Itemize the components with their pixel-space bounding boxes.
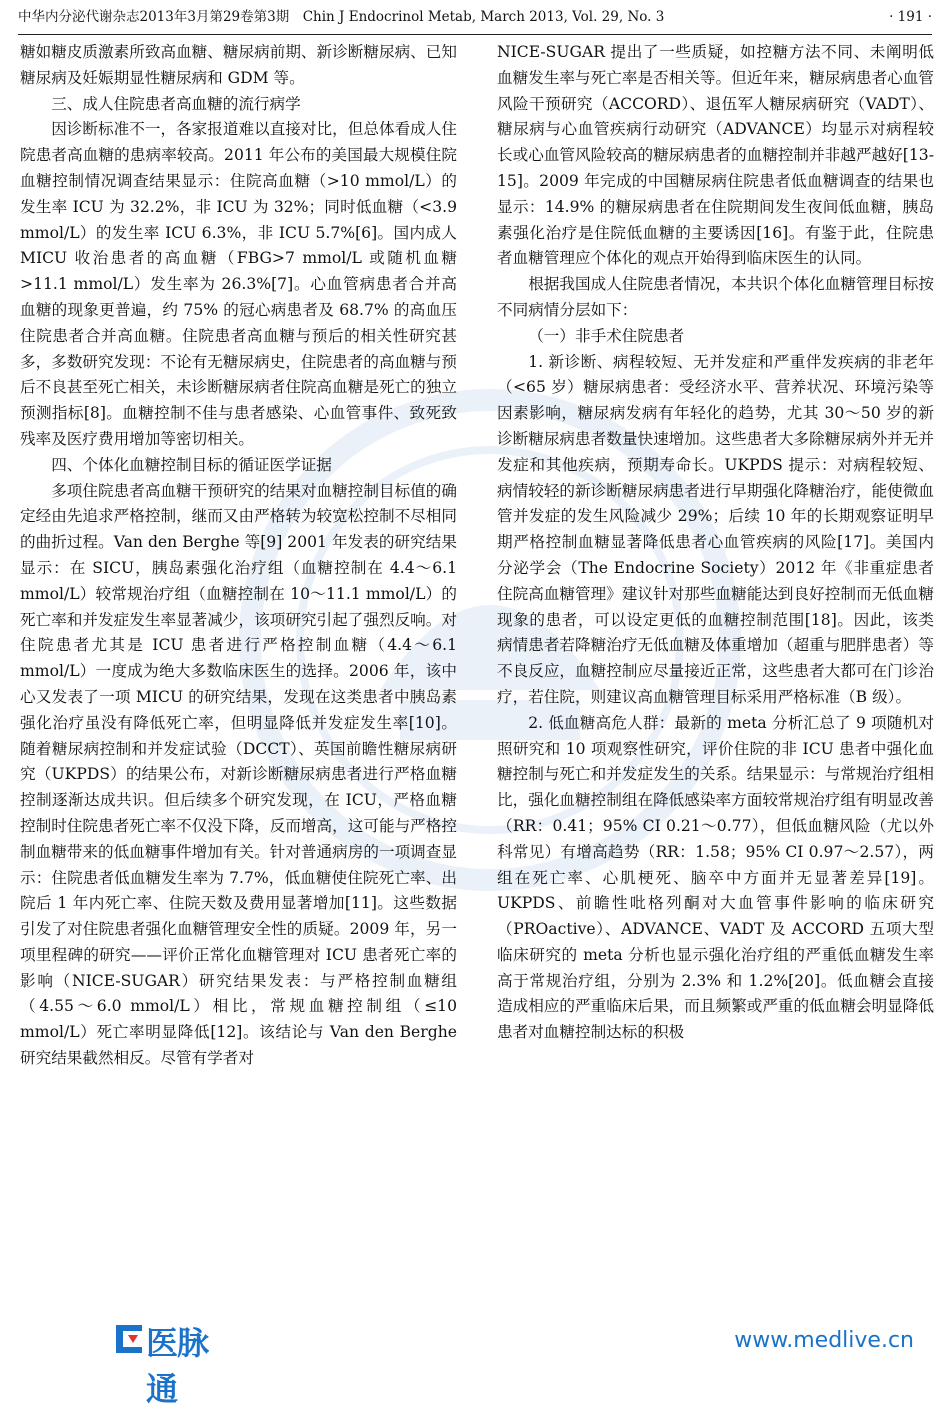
medlive-logo bbox=[112, 1316, 232, 1408]
paragraph: 多项住院患者高血糖干预研究的结果对血糖控制目标值的确定经由先追求严格控制，继而又由严格转为较宽松控制不尽相同的曲折过程。Van den Berghe 等[9] 2001 年发表的研究结果显示：在 SICU，胰岛素强化治疗组（血糖控制在 4.4～6.1 mmol/L）较常规治疗组（血糖控制在 10～11.1 mmol/L）的死亡率和并发症发生率显著减少，该项研究引起了强烈反响。对住院患者尤其是 ICU 患者进行严格控制血糖（4.4～6.1 mmol/L）一度成为绝大多数临床医生的选择。2006 年，该中心又发表了一项 MICU 的研究结果，发现在这类患者中胰岛素强化治疗虽没有降低死亡率，但明显降低并发症发生率[10]。随着糖尿病控制和并发症试验（DCCT）、英国前瞻性糖尿病研究（UKPDS）的结果公布，对新诊断糖尿病患者进行严格血糖控制逐渐达成共识。但后续多个研究发现，在 ICU，严格血糖控制时住院患者死亡率不仅没下降，反而增高，这可能与严格控制血糖带来的低血糖事件增加有关。针对普通病房的一项调查显示：住院患者低血糖发生率为 7.7%，低血糖使住院死亡率、出院后 1 年内死亡率、住院天数及费用显著增加[11]。这些数据引发了对住院患者强化血糖管理安全性的质疑。2009 年，另一项里程碑的研究——评价正常化血糖管理对 ICU 患者死亡率的影响（NICE-SUGAR）研究结果发表：与严格控制血糖组（4.55～6.0 mmol/L）相比，常规血糖控制组（≤10 mmol/L）死亡率明显降低[12]。该结论与 Van den Berghe 研究结果截然相反。尽管有学者对 bbox=[20, 481, 457, 1068]
running-header bbox=[18, 2, 932, 32]
header-divider bbox=[18, 34, 932, 35]
journal-citation: 中华内分泌代谢杂志2013年3月第29卷第3期 Chin J Endocrinol Metab, March 2013, Vol. 29, No. 3 bbox=[18, 9, 665, 25]
logo-text: 医脉通 bbox=[146, 1324, 209, 1408]
paragraph: 1. 新诊断、病程较短、无并发症和严重伴发疾病的非老年（<65 岁）糖尿病患者：受经济水平、营养状况、环境污染等因素影响，糖尿病发病有年轻化的趋势，尤其 30～50 岁的新诊断糖尿病患者数量快速增加。这些患者大多除糖尿病外并无并发症和其他疾病，预期寿命长。UKPDS 提示：对病程较短、病情较轻的新诊断糖尿病患者进行早期强化降糖治疗，能使微血管并发症的发生风险减少 29%；后续 10 年的长期观察证明早期严格控制血糖显著降低患者心血管疾病的风险[17]。美国内分泌学会（The Endocrine Society）2012 年《非重症患者住院高血糖管理》建议针对那些血糖能达到良好控制而无低血糖现象的患者，可以设定更低的血糖控制范围[18]。因此，该类病情患者若降糖治疗无低血糖及体重增加（超重与肥胖患者）等不良反应，血糖控制应尽量接近正常，这些患者大都可在门诊治疗，若住院，则建议高血糖管理目标采用严格标准（B 级）。 bbox=[497, 352, 934, 706]
right-column bbox=[497, 40, 934, 1046]
footer-url: www.medlive.cn bbox=[734, 1328, 914, 1353]
paragraph: NICE-SUGAR 提出了一些质疑，如控糖方法不同、未阐明低血糖发生率与死亡率是否相关等。但近年来，糖尿病患者心血管风险干预研究（ACCORD）、退伍军人糖尿病研究（VADT）、糖尿病与心血管疾病行动研究（ADVANCE）均显示对病程较长或心血管风险较高的糖尿病患者的血糖控制并非越严越好[13-15]。2009 年完成的中国糖尿病住院患者低血糖调查的结果也显示：14.9% 的糖尿病患者在住院期间发生夜间低血糖，胰岛素强化治疗是住院低血糖的主要诱因[16]。有鉴于此，住院患者血糖管理应个体化的观点开始得到临床医生的认同。 bbox=[497, 43, 934, 268]
paragraph: 2. 低血糖高危人群：最新的 meta 分析汇总了 9 项随机对照研究和 10 项观察性研究，评价住院的非 ICU 患者中强化血糖控制与死亡和并发症发生的关系。结果显示：与常规治疗组相比，强化血糖控制组在降低感染率方面较常规治疗组有明显改善（RR：0.41；95% CI 0.21～0.77），但低血糖风险（尤以外科常见）有增高趋势（RR：1.58；95% CI 0.97～2.57），两组在死亡率、心肌梗死、脑卒中方面并无显著差异[19]。UKPDS、前瞻性吡格列酮对大血管事件影响的临床研究（PROactive）、ADVANCE、VADT 及 ACCORD 五项大型临床研究的 meta 分析也显示强化治疗组的严重低血糖发生率高于常规治疗组，分别为 2.3% 和 1.2%[20]。低血糖会直接造成相应的严重临床后果，而且频繁或严重的低血糖会明显降低患者对血糖控制达标的积极 bbox=[497, 713, 934, 1042]
left-column bbox=[20, 40, 457, 1072]
paragraph: 根据我国成人住院患者情况，本共识个体化血糖管理目标按不同病情分层如下： bbox=[497, 275, 934, 319]
paragraph: 糖如糖皮质激素所致高血糖、糖尿病前期、新诊断糖尿病、已知糖尿病及妊娠期显性糖尿病和 GDM 等。 bbox=[20, 43, 457, 87]
page-number: · 191 · bbox=[889, 9, 932, 25]
section-heading: 三、成人住院患者高血糖的流行病学 bbox=[51, 94, 301, 113]
section-heading: 四、个体化血糖控制目标的循证医学证据 bbox=[51, 455, 332, 474]
paragraph: 因诊断标准不一，各家报道难以直接对比，但总体看成人住院患者高血糖的患病率较高。2011 年公布的美国最大规模住院血糖控制情况调查结果显示：住院高血糖（>10 mmol/L）的发生率 ICU 为 32.2%，非 ICU 为 32%；同时低血糖（<3.9 mmol/L）的发生率 ICU 6.3%，非 ICU 5.7%[6]。国内成人 MICU 收治患者的高血糖（FBG>7 mmol/L 或随机血糖>11.1 mmol/L）发生率为 26.3%[7]。心血管病患者合并高血糖的现象更普遍，约 75% 的冠心病患者及 68.7% 的高血压住院患者合并高血糖。住院患者高血糖与预后的相关性研究甚多，多数研究发现：不论有无糖尿病史，住院患者的高血糖与预后不良甚至死亡相关，未诊断糖尿病者住院高血糖是死亡的独立预测指标[8]。血糖控制不佳与患者感染、心血管事件、致死致残率及医疗费用增加等密切相关。 bbox=[20, 120, 457, 448]
subsection-heading: （一）非手术住院患者 bbox=[528, 326, 685, 345]
